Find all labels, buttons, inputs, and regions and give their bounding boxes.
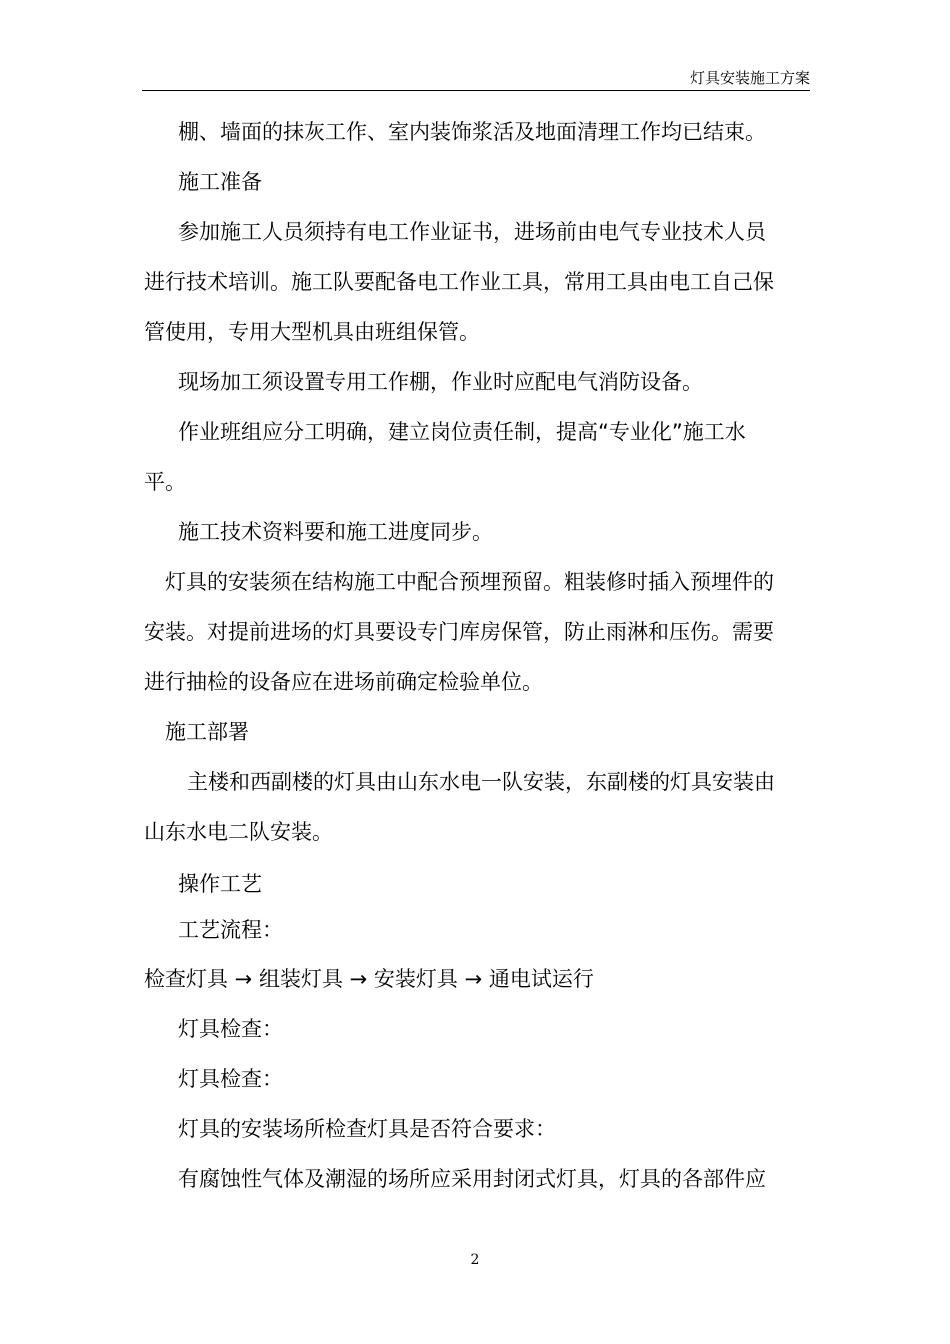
subheading-lamp-inspection-2: 灯具检查： [178,1067,283,1091]
subheading-lamp-inspection-1: 灯具检查： [178,1017,283,1041]
body-line-8: 平。 [144,470,186,494]
body-line-3: 参加施工人员须持有电工作业证书，进场前由电气专业技术人员 [178,220,766,244]
section-heading-operation-process: 操作工艺 [178,872,262,896]
body-line-21: 灯具的安装场所检查灯具是否符合要求： [178,1117,556,1141]
page-number: 2 [470,1252,480,1268]
body-line-1: 棚、墙面的抹灰工作、室内装饰浆活及地面清理工作均已结束。 [178,120,766,144]
header-divider [142,90,810,91]
body-line-11: 安装。对提前进场的灯具要设专门库房保管，防止雨淋和压伤。需要 [144,620,774,644]
body-line-10: 灯具的安装须在结构施工中配合预埋预留。粗装修时插入预埋件的 [165,570,774,594]
body-line-9: 施工技术资料要和施工进度同步。 [178,520,493,544]
body-line-7: 作业班组应分工明确，建立岗位责任制，提高“专业化”施工水 [178,420,746,444]
body-line-15: 山东水电二队安装。 [144,820,333,844]
body-line-14: 主楼和西副楼的灯具由山东水电一队安装，东副楼的灯具安装由 [187,770,775,794]
body-line-4: 进行技术培训。施工队要配备电工作业工具，常用工具由电工自己保 [144,270,774,294]
section-heading-construction-prep: 施工准备 [178,170,262,194]
body-line-6: 现场加工须设置专用工作棚，作业时应配电气消防设备。 [178,370,703,394]
page-header-title: 灯具安装施工方案 [689,69,810,87]
process-flow-steps: 检查灯具 → 组装灯具 → 安装灯具 → 通电试运行 [144,967,594,991]
body-line-22: 有腐蚀性气体及潮湿的场所应采用封闭式灯具，灯具的各部件应 [178,1167,766,1191]
section-heading-deployment: 施工部署 [165,720,249,744]
body-line-5: 管使用，专用大型机具由班组保管。 [144,320,480,344]
body-line-12: 进行抽检的设备应在进场前确定检验单位。 [144,670,543,694]
subheading-process-flow: 工艺流程： [178,918,283,942]
